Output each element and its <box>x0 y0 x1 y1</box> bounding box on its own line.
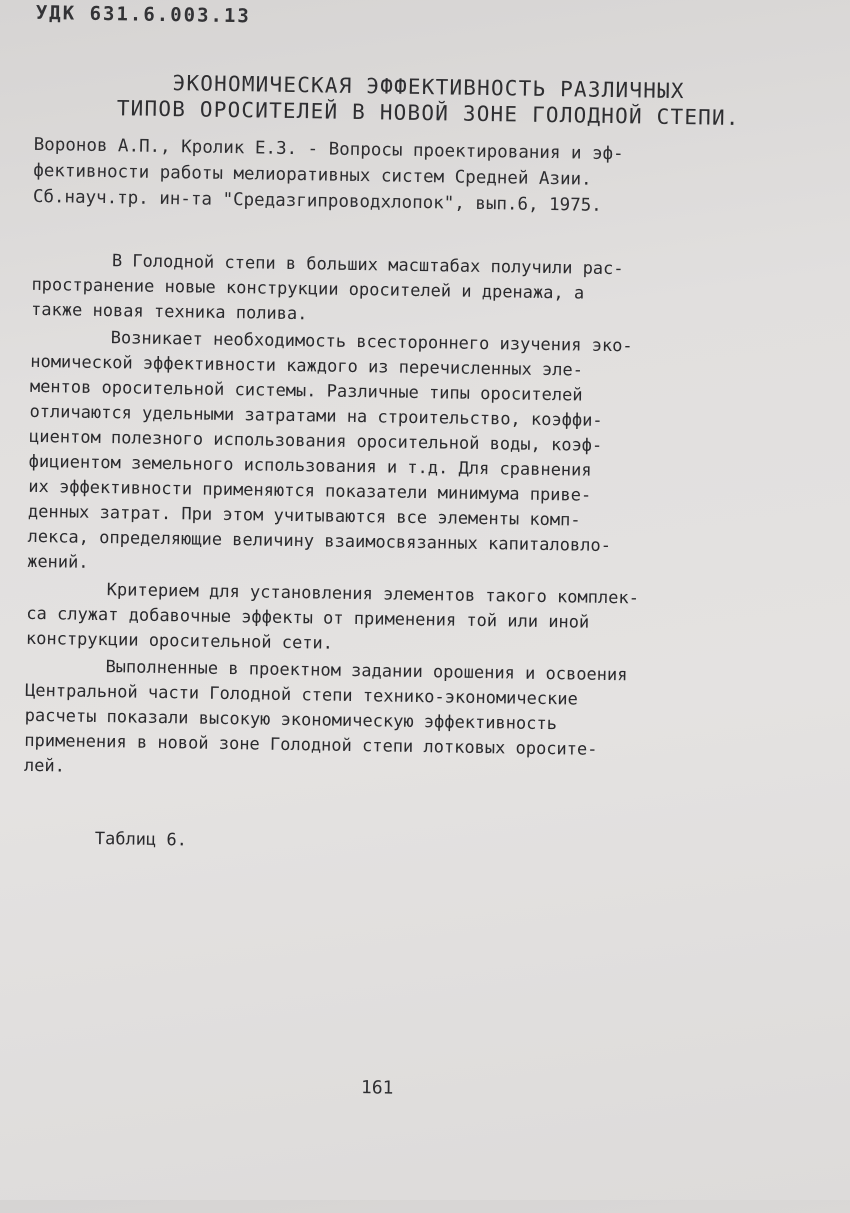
text-line: ментов оросительной системы. Различные типы оросителей <box>29 376 583 406</box>
paragraph <box>27 325 791 587</box>
text-line: номической эффективности каждого из перечисленных эле- <box>30 351 584 381</box>
text-line: В Голодной степи в больших масштабах получили рас- <box>111 251 624 280</box>
article-title <box>58 68 799 132</box>
citation <box>33 132 774 222</box>
text-line: Выполненные в проектном задании орошения и освоения <box>105 657 628 686</box>
text-line: денных затрат. При этом учитываются все элементы комп- <box>27 501 581 531</box>
title-line: ЭКОНОМИЧЕСКАЯ ЭФФЕКТИВНОСТЬ РАЗЛИЧНЫХ <box>172 71 685 104</box>
text-line: лей. <box>23 755 66 777</box>
text-line: Возникает необходимость всестороннего изучения эко- <box>110 328 633 357</box>
text-line: расчеты показали высокую экономическую эффективность <box>24 705 558 735</box>
text-line: циентом полезного использования оросительной воды, коэф- <box>28 426 603 456</box>
text-line: фициентом земельного использования и т.д. Для сравнения <box>28 451 592 481</box>
page-number: 161 <box>360 1077 394 1099</box>
text-line: их эффективности применяются показатели минимума приве- <box>28 476 592 506</box>
text-line: са служат добавочные эффекты от применения той или иной <box>26 603 590 633</box>
paragraph <box>31 248 792 335</box>
udc-code: УДК 631.6.003.13 <box>35 1 251 28</box>
text-line: Центральной части Голодной степи технико-экономические <box>24 680 578 710</box>
text-line: конструкции оросительной сети. <box>25 628 334 654</box>
text-line: также новая техника полива. <box>30 299 308 325</box>
text-line: жений. <box>27 551 89 573</box>
citation-line: фективности работы мелиоративных систем Средней Азии. <box>33 160 592 190</box>
text-line: применения в новой зоне Голодной степи лотковых оросите- <box>24 730 598 760</box>
text-line: пространение новые конструкции оросителей и дренажа, а <box>31 274 585 304</box>
text-line: отличаются удельными затратами на строительство, коэффи- <box>29 401 603 431</box>
paragraph <box>24 654 786 791</box>
text-line: Критерием для установления элементов такого комплек- <box>106 580 640 609</box>
abstract-body <box>24 248 792 791</box>
citation-line: Воронов А.П., Кролик Е.З. - Вопросы проектирования и эф- <box>33 134 624 165</box>
citation-line: Сб.науч.тр. ин-та "Средазгипроводхлопок", вып.6, 1975. <box>32 186 602 216</box>
title-line: ТИПОВ ОРОСИТЕЛЕЙ В НОВОЙ ЗОНЕ ГОЛОДНОЙ СТЕПИ. <box>116 96 740 131</box>
paragraph <box>26 577 787 664</box>
text-line: лекса, определяющие величину взаимосвязанных капиталовло- <box>27 526 612 557</box>
table-count: Таблиц 6. <box>94 828 188 851</box>
